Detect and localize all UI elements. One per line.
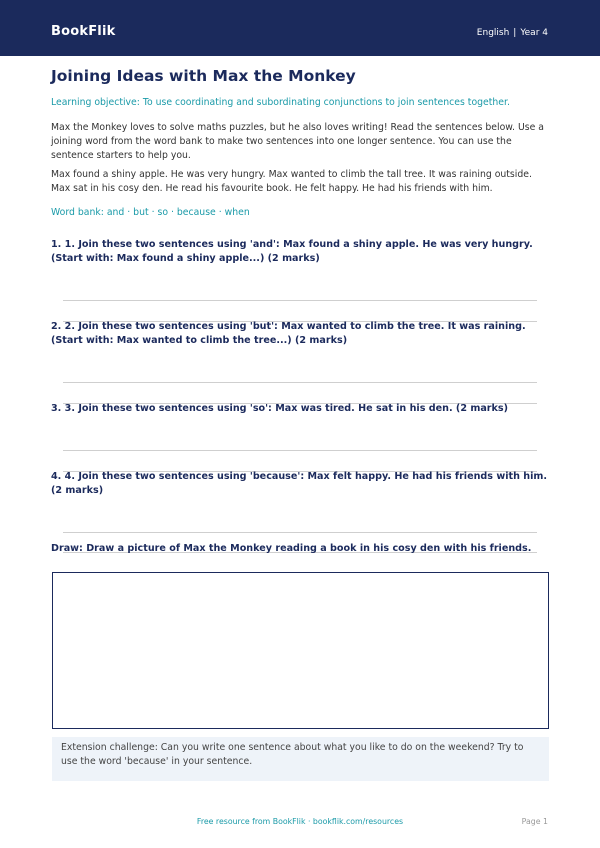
worksheet-title: Joining Ideas with Max the Monkey bbox=[51, 67, 356, 85]
draw-prompt: Draw: Draw a picture of Max the Monkey reading a book in his cosy den with his friends. bbox=[51, 543, 532, 554]
answer-line-2a[interactable] bbox=[63, 382, 537, 383]
question-4: 4. 4. Join these two sentences using 'because': Max felt happy. He had his friends with him. (2 marks) bbox=[51, 471, 548, 496]
intro-paragraph: Max the Monkey loves to solve maths puzzles, but he also loves writing! Read the sentences below. Use a joining word from the word bank to make two sentences into one longer sentence. You can use the sentence starters to help you. bbox=[51, 122, 544, 161]
question-3: 3. 3. Join these two sentences using 'so': Max was tired. He sat in his den. (2 marks) bbox=[51, 403, 509, 414]
page-header bbox=[0, 0, 600, 56]
question-2: 2. 2. Join these two sentences using 'but': Max wanted to climb the tree. It was raining. (Start with: Max wanted to climb the tree...) (2 marks) bbox=[51, 321, 526, 346]
year-label: Year 4 bbox=[520, 28, 548, 38]
learning-objective: Learning objective: To use coordinating and subordinating conjunctions to join sentences together. bbox=[51, 97, 510, 108]
answer-line-1a[interactable] bbox=[63, 300, 537, 301]
subject-label: English bbox=[476, 28, 510, 38]
footer-credit: Free resource from BookFlik · bookflik.com/resources bbox=[196, 817, 404, 826]
drawing-box[interactable] bbox=[52, 572, 549, 729]
word-bank: Word bank: and · but · so · because · when bbox=[51, 207, 250, 218]
page-number: Page 1 bbox=[521, 817, 548, 826]
meta-separator: | bbox=[513, 28, 517, 38]
answer-line-4a[interactable] bbox=[63, 532, 537, 533]
extension-box bbox=[52, 737, 549, 781]
story-paragraph: Max found a shiny apple. He was very hungry. Max wanted to climb the tall tree. It was raining outside. Max sat in his cosy den. He read his favourite book. He felt happy. He had his friends with him. bbox=[51, 169, 532, 194]
question-1: 1. 1. Join these two sentences using 'and': Max found a shiny apple. He was very hungry. (Start with: Max found a shiny apple...) (2 marks) bbox=[51, 239, 533, 264]
extension-text: Extension challenge: Can you write one sentence about what you like to do on the weekend? Try to use the word 'because' in your sentence. bbox=[61, 742, 524, 767]
subject-year-label bbox=[477, 28, 548, 38]
brand-logo: BookFlik bbox=[51, 24, 116, 39]
answer-line-3a[interactable] bbox=[63, 450, 537, 451]
